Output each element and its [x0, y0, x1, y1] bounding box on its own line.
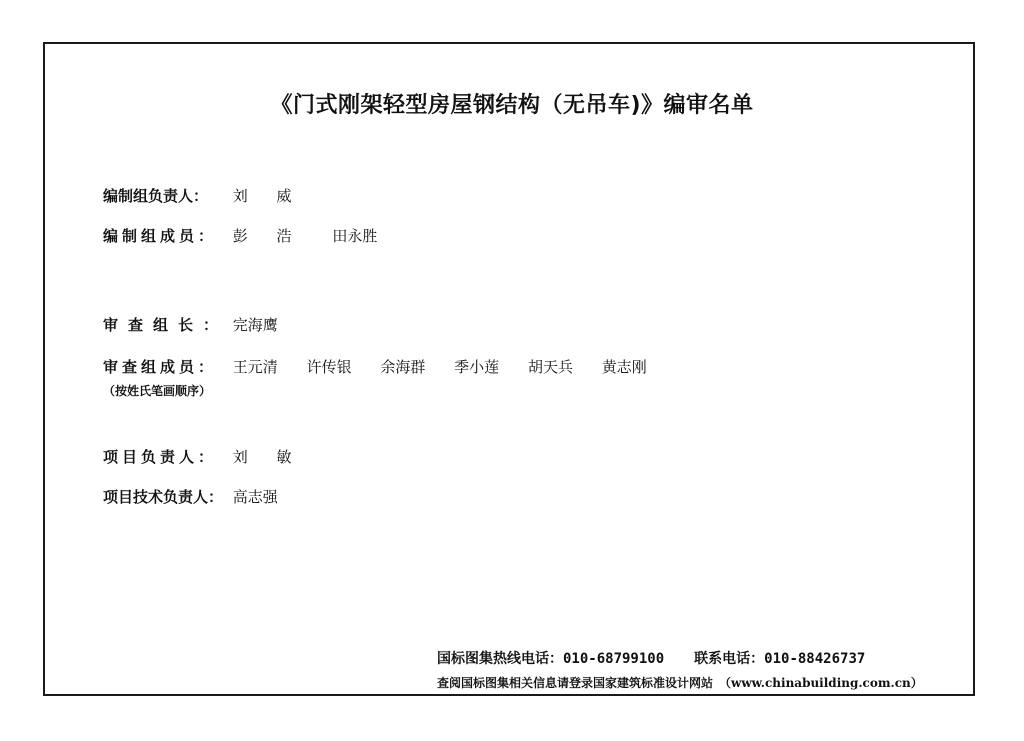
page-title: 《门式刚架轻型房屋钢结构（无吊车)》编审名单	[270, 93, 754, 118]
hotline-number: 010-68799100	[563, 651, 665, 667]
row-label: 审查组成员：	[103, 358, 218, 376]
person-name: 王元清	[232, 358, 278, 376]
website-text: 查阅国标图集相关信息请登录国家建筑标准设计网站	[437, 676, 714, 690]
person-name: 胡天兵	[527, 358, 573, 376]
person-name: 完海鹰	[232, 316, 278, 334]
person-name: 许传银	[306, 358, 352, 376]
row-label: 审查组长：	[103, 316, 229, 334]
project-tech-lead-row	[103, 486, 302, 508]
website-url[interactable]: （www.chinabuilding.com.cn）	[719, 676, 923, 690]
person-name: 田永胜	[332, 227, 378, 245]
contact-label: 联系电话：	[694, 651, 765, 667]
row-names	[233, 185, 328, 207]
row-label: 项目技术负责人：	[103, 488, 224, 506]
person-name: 高志强	[232, 488, 278, 506]
review-order-note: （按姓氏笔画顺序）	[103, 384, 212, 398]
person-name: 彭 浩	[232, 227, 304, 245]
contact-number: 010-88426737	[764, 651, 866, 667]
editor-members-row	[103, 225, 401, 247]
footer-website	[437, 674, 923, 691]
person-name: 刘 威	[232, 187, 304, 205]
row-names	[233, 356, 671, 378]
row-label: 编制组成员：	[103, 227, 218, 245]
hotline-label: 国标图集热线电话：	[437, 651, 563, 667]
person-name: 余海群	[380, 358, 426, 376]
review-lead-row	[103, 314, 302, 336]
row-names	[233, 486, 302, 508]
project-lead-row	[103, 446, 328, 468]
footer-phones	[437, 648, 865, 668]
row-names	[233, 446, 328, 468]
row-names	[233, 314, 302, 336]
row-names	[233, 225, 402, 247]
review-members-row	[103, 356, 671, 378]
person-name: 刘 敏	[232, 448, 304, 466]
person-name: 黄志刚	[601, 358, 647, 376]
row-label: 项目负责人：	[103, 448, 218, 466]
person-name: 季小莲	[454, 358, 500, 376]
editor-lead-row	[103, 185, 328, 207]
row-label: 编制组负责人：	[103, 187, 209, 205]
